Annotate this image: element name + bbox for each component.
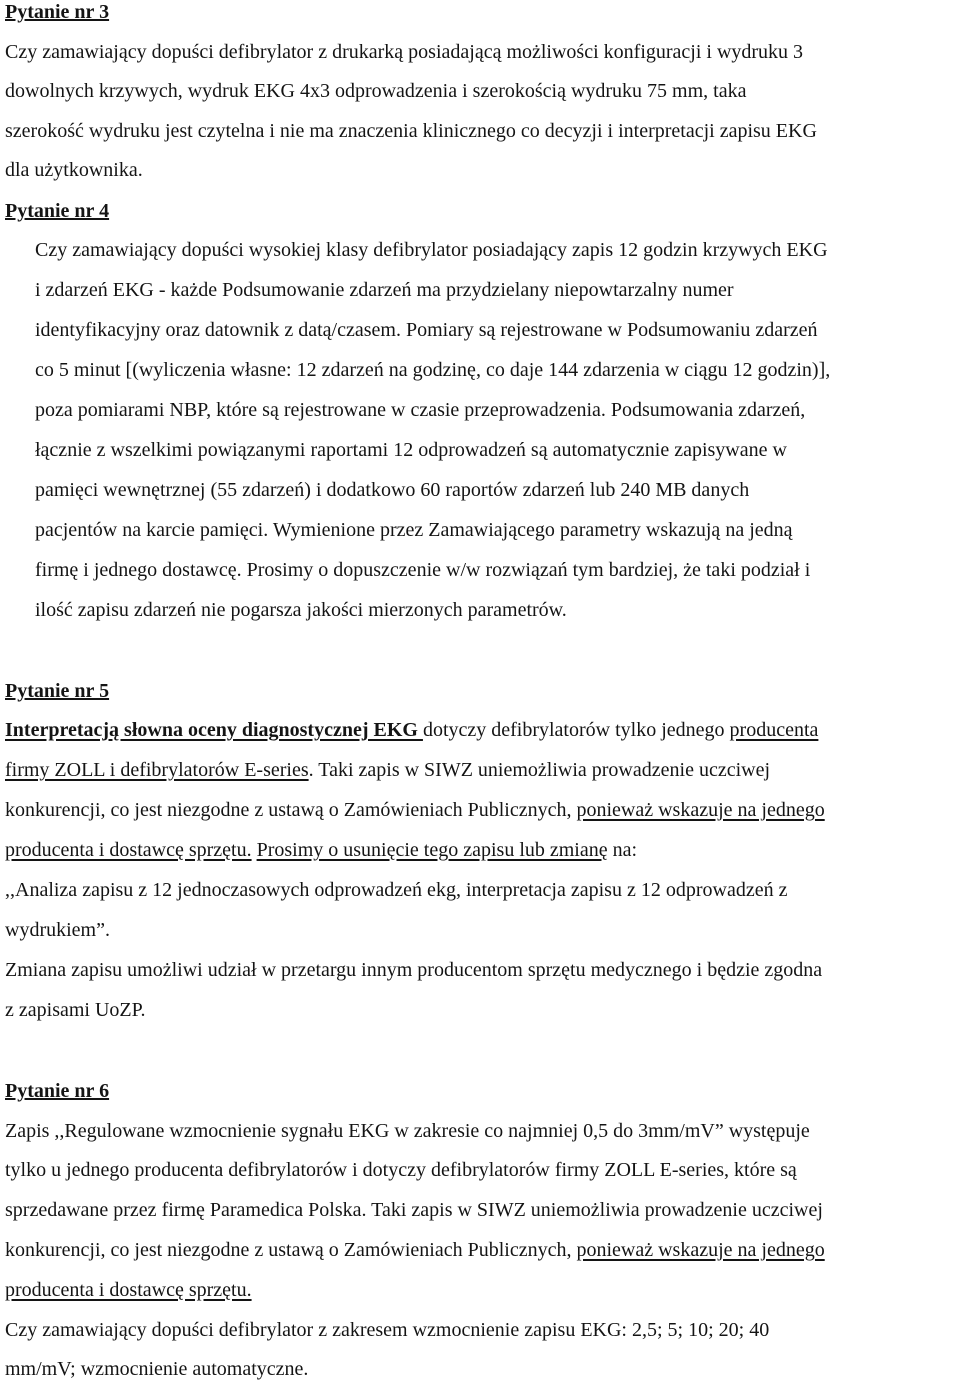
- q6-line-5: [5, 1278, 252, 1302]
- q5-underlined-text: producenta i dostawcę sprzętu.: [5, 839, 252, 861]
- q4-line-3: identyfikacyjny oraz datownik z datą/czasem. Pomiary są rejestrowane w Podsumowaniu zdarzeń: [35, 319, 818, 341]
- q4-line-10: ilość zapisu zdarzeń nie pogarsza jakości mierzonych parametrów.: [35, 599, 567, 621]
- q4-line-8: pacjentów na karcie pamięci. Wymienione przez Zamawiającego parametry wskazują na jedną: [35, 519, 793, 541]
- q5-line-2: [5, 758, 770, 782]
- q5-line-3: [5, 798, 825, 822]
- q6-line-7: mm/mV; wzmocnienie automatyczne.: [5, 1358, 309, 1380]
- q4-line-6: łącznie z wszelkimi powiązanymi raportami 12 odprowadzeń są automatycznie zapisywane w: [35, 439, 787, 461]
- q5-plain-text: na:: [607, 839, 638, 861]
- q5-line-4: [5, 838, 637, 862]
- q5-line-7: Zmiana zapisu umożliwi udział w przetargu innym producentom sprzętu medycznego i będzie zgodna: [5, 959, 823, 981]
- q5-underlined-text: firmy ZOLL i defibrylatorów E-series: [5, 759, 309, 781]
- q6-underlined-text: producenta i dostawcę sprzętu.: [5, 1279, 252, 1301]
- q4-line-2: i zdarzeń EKG - każde Podsumowanie zdarzeń ma przydzielany niepowtarzalny numer: [35, 279, 734, 301]
- q6-line-4: [5, 1238, 825, 1262]
- q6-line-1: Zapis ,,Regulowane wzmocnienie sygnału EKG w zakresie co najmniej 0,5 do 3mm/mV” występuje: [5, 1120, 810, 1142]
- q6-underlined-text: ponieważ wskazuje na jednego: [576, 1239, 825, 1261]
- q4-line-1: Czy zamawiający dopuści wysokiej klasy defibrylator posiadający zapis 12 godzin krzywych EKG: [35, 239, 828, 261]
- q5-line-8: z zapisami UoZP.: [5, 999, 146, 1021]
- q3-line-3: szerokość wydruku jest czytelna i nie ma znaczenia klinicznego co decyzji i interpretacji zapisu EKG: [5, 120, 817, 142]
- q3-line-2: dowolnych krzywych, wydruk EKG 4x3 odprowadzenia i szerokością wydruku 75 mm, taka: [5, 80, 747, 102]
- q5-underlined-text: producenta: [729, 719, 819, 741]
- q5-line-5: ,,Analiza zapisu z 12 jednoczasowych odprowadzeń ekg, interpretacja zapisu z 12 odprowadzeń z: [5, 879, 788, 901]
- q4-heading: Pytanie nr 4: [5, 200, 110, 222]
- q5-line-1: [5, 718, 818, 742]
- q4-line-5: poza pomiarami NBP, które są rejestrowane w czasie przeprowadzenia. Podsumowania zdarzeń,: [35, 399, 806, 421]
- q6-line-2: tylko u jednego producenta defibrylatorów i dotyczy defibrylatorów firmy ZOLL E-series, które są: [5, 1159, 797, 1181]
- q6-plain-text: konkurencji, co jest niezgodne z ustawą o Zamówieniach Publicznych,: [5, 1239, 577, 1261]
- q3-line-4: dla użytkownika.: [5, 159, 143, 181]
- q6-line-3: sprzedawane przez firmę Paramedica Polska. Taki zapis w SIWZ uniemożliwia prowadzenie uczciwej: [5, 1199, 823, 1221]
- q6-line-6: Czy zamawiający dopuści defibrylator z zakresem wzmocnienie zapisu EKG: 2,5; 5; 10; 20; 40: [5, 1319, 770, 1341]
- q5-plain-text: dotyczy defibrylatorów tylko jednego: [422, 719, 730, 741]
- q5-plain-text: konkurencji, co jest niezgodne z ustawą o Zamówieniach Publicznych,: [5, 799, 577, 821]
- q5-plain-text: . Taki zapis w SIWZ uniemożliwia prowadzenie uczciwej: [308, 759, 771, 781]
- q5-underlined-text: Prosimy o usunięcie tego zapisu lub zmianę: [256, 839, 608, 861]
- q4-line-4: co 5 minut [(wyliczenia własne: 12 zdarzeń na godzinę, co daje 144 zdarzenia w ciągu 12 godzin)],: [35, 359, 831, 381]
- q3-line-1: Czy zamawiający dopuści defibrylator z drukarką posiadającą możliwości konfiguracji i wydruku 3: [5, 41, 804, 63]
- q5-bold-underlined-text: Interpretacją słowna oceny diagnostycznej EKG: [5, 719, 423, 741]
- q3-heading: Pytanie nr 3: [5, 1, 110, 23]
- q5-underlined-text: ponieważ wskazuje na jednego: [576, 799, 825, 821]
- q5-heading: Pytanie nr 5: [5, 680, 110, 702]
- q5-line-6: wydrukiem”.: [5, 919, 110, 941]
- q6-heading: Pytanie nr 6: [5, 1080, 110, 1102]
- q4-line-9: firmę i jednego dostawcę. Prosimy o dopuszczenie w/w rozwiązań tym bardziej, że taki podział i: [35, 559, 811, 581]
- q4-line-7: pamięci wewnętrznej (55 zdarzeń) i dodatkowo 60 raportów zdarzeń lub 240 MB danych: [35, 479, 750, 501]
